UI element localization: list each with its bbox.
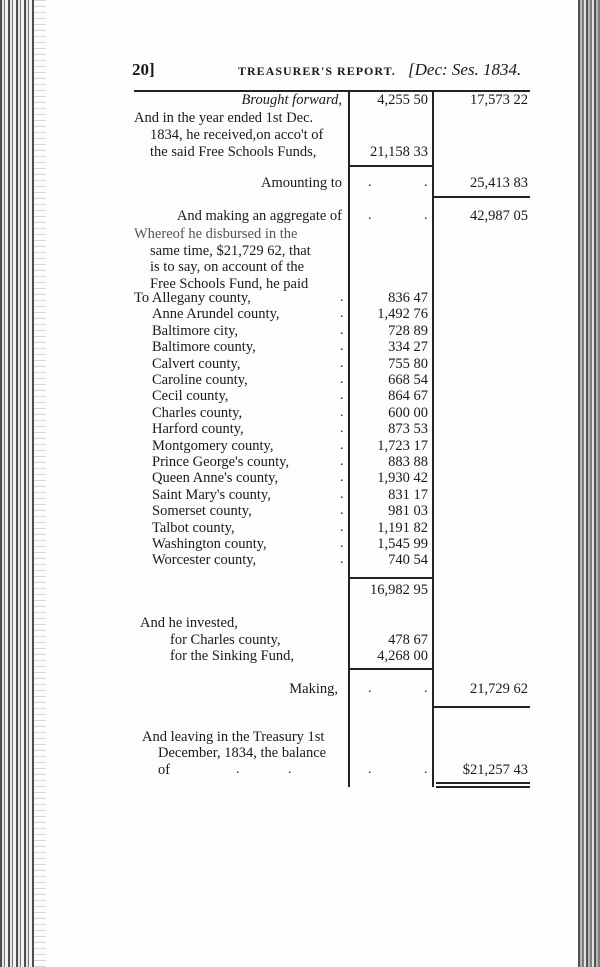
invested-item-amount: 478 67 xyxy=(388,632,428,648)
leader-dot: . xyxy=(340,519,344,535)
county-amount: 600 00 xyxy=(388,404,428,421)
received-line: the said Free Schools Funds, xyxy=(150,144,317,160)
leader-dot: . xyxy=(368,762,372,777)
scan-edge-left xyxy=(0,0,34,967)
received-line: And in the year ended 1st Dec. xyxy=(134,110,314,126)
county-name: Saint Mary's county, xyxy=(152,486,271,503)
county-name: To Allegany county, xyxy=(134,290,251,306)
double-rule xyxy=(436,786,530,788)
whereof-line: Free Schools Fund, he paid xyxy=(150,276,309,292)
page-number: 20] xyxy=(132,60,155,79)
brought-forward-col1: 4,255 50 xyxy=(377,92,428,108)
leader-dot: . xyxy=(340,404,344,420)
leader-dot: . xyxy=(340,454,344,469)
county-total: 16,982 95 xyxy=(370,582,428,598)
sum-rule xyxy=(350,668,432,670)
county-amount: 728 89 xyxy=(388,322,428,339)
county-name: Montgomery county, xyxy=(152,437,274,454)
county-name: Harford county, xyxy=(152,421,244,438)
county-amount: 755 80 xyxy=(388,355,428,372)
county-name: Charles county, xyxy=(152,404,243,421)
county-name: Cecil county, xyxy=(152,388,229,405)
county-amount: 1,492 76 xyxy=(377,306,428,323)
making-label: Making, xyxy=(289,681,338,697)
leader-dot: . xyxy=(340,437,344,453)
received-line: 1834, he received,on acco't of xyxy=(150,127,324,143)
aggregate-label: And making an aggregate of xyxy=(176,208,342,224)
leader-dot: . xyxy=(288,762,292,777)
leaving-line: And leaving in the Treasury 1st xyxy=(142,729,325,745)
running-title: TREASURER'S REPORT. xyxy=(238,64,396,78)
whereof-line: is to say, on account of the xyxy=(150,259,305,275)
whereof-line: same time, $21,729 62, that xyxy=(150,243,311,259)
leader-dot: . xyxy=(368,208,372,223)
leader-dot: . xyxy=(340,306,344,322)
double-rule xyxy=(436,782,530,784)
column-divider-1 xyxy=(348,92,350,787)
county-name: Queen Anne's county, xyxy=(152,470,279,487)
county-amount: 668 54 xyxy=(388,372,428,388)
whereof-line: Whereof he disbursed in the xyxy=(134,226,298,242)
leaving-line: December, 1834, the balance xyxy=(158,745,327,761)
county-name: Somerset county, xyxy=(152,503,252,520)
leader-dot: . xyxy=(236,762,240,777)
session-label: [Dec: Ses. 1834. xyxy=(408,60,522,79)
county-name: Talbot county, xyxy=(152,519,235,536)
leader-dot: . xyxy=(340,503,344,519)
invested-item-name: for Charles county, xyxy=(170,632,281,648)
leader-dot: . xyxy=(424,681,428,696)
county-amount: 1,545 99 xyxy=(377,536,428,552)
leaving-line: of xyxy=(158,762,171,778)
county-name: Calvert county, xyxy=(152,355,241,372)
leader-dot: . xyxy=(340,339,344,355)
leader-dot: . xyxy=(340,552,344,568)
county-amount: 836 47 xyxy=(388,290,428,306)
leader-dot: . xyxy=(340,421,344,437)
invested-item-amount: 4,268 00 xyxy=(377,648,428,664)
leader-dot: . xyxy=(340,355,344,371)
scan-edge-left-shadow xyxy=(34,0,46,967)
scan-edge-right xyxy=(578,0,600,967)
amounting-label: Amounting to xyxy=(261,175,342,191)
leader-dot: . xyxy=(340,486,344,502)
leader-dot: . xyxy=(340,388,344,404)
county-name: Baltimore county, xyxy=(152,339,256,356)
received-col1: 21,158 33 xyxy=(370,144,428,160)
amounting-col2: 25,413 83 xyxy=(470,175,528,191)
invested-item-name: for the Sinking Fund, xyxy=(170,648,295,664)
invested-label: And he invested, xyxy=(140,615,238,631)
county-amount: 334 27 xyxy=(388,339,428,356)
leader-dot: . xyxy=(424,175,428,190)
aggregate-col2: 42,987 05 xyxy=(470,208,528,224)
county-name: Baltimore city, xyxy=(152,322,239,339)
county-amount: 873 53 xyxy=(388,421,428,438)
county-amount: 981 03 xyxy=(388,503,428,520)
leader-dot: . xyxy=(340,470,344,486)
balance-col2: $21,257 43 xyxy=(462,762,528,778)
county-amount: 831 17 xyxy=(388,486,428,503)
county-name: Worcester county, xyxy=(152,552,257,569)
sum-rule xyxy=(350,577,432,579)
county-amount: 1,191 82 xyxy=(377,519,428,536)
brought-forward-label: Brought forward, xyxy=(241,92,342,108)
making-col2: 21,729 62 xyxy=(470,681,528,697)
county-name: Anne Arundel county, xyxy=(152,306,280,323)
county-amount: 1,723 17 xyxy=(377,437,428,454)
county-name: Caroline county, xyxy=(152,372,248,388)
county-amount: 883 88 xyxy=(388,454,428,470)
sum-rule xyxy=(434,706,530,708)
leader-dot: . xyxy=(368,681,372,696)
county-amount: 740 54 xyxy=(388,552,428,569)
leader-dot: . xyxy=(424,762,428,777)
county-name: Prince George's county, xyxy=(152,454,290,470)
leader-dot: . xyxy=(340,322,344,338)
leader-dot: . xyxy=(340,372,344,387)
county-amount: 864 67 xyxy=(388,388,428,405)
county-name: Washington county, xyxy=(152,536,267,552)
county-amount: 1,930 42 xyxy=(377,470,428,487)
leader-dot: . xyxy=(340,536,344,551)
sum-rule xyxy=(350,165,432,167)
leader-dot: . xyxy=(340,290,344,305)
brought-forward-col2: 17,573 22 xyxy=(470,92,528,108)
leader-dot: . xyxy=(424,208,428,223)
sum-rule xyxy=(434,196,530,198)
leader-dot: . xyxy=(368,175,372,190)
